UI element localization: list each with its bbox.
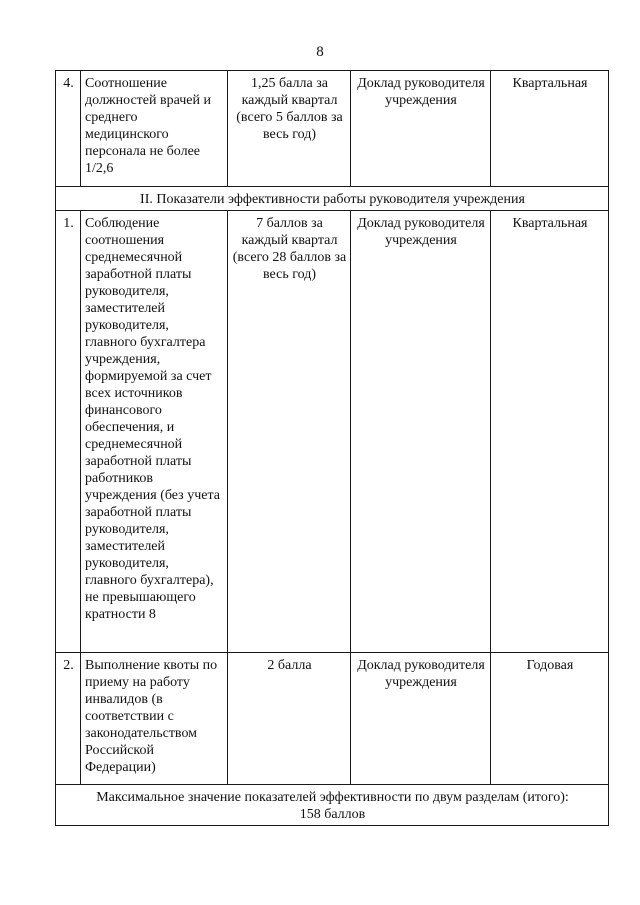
indicator-score: 7 баллов за каждый квартал (всего 28 баллов за весь год) xyxy=(228,211,351,653)
indicator-name: Соблюдение соотношения среднемесячной заработной платы руководителя, заместителей руководителя, главного бухгалтера учреждения, формируемой за счет всех источников финансового обеспечения, и среднемесячной заработной платы работников учреждения (без учета заработной платы руководителя, заместителей руководителя, главного бухгалтера), не превышающего кратности 8 xyxy=(81,211,228,653)
total-cell xyxy=(56,785,609,826)
indicator-name: Выполнение квоты по приему на работу инвалидов (в соответствии с законодательством Российской Федерации) xyxy=(81,653,228,785)
row-number: 1. xyxy=(56,211,81,653)
table-row xyxy=(56,71,609,187)
section-header-row xyxy=(56,187,609,211)
section-title: II. Показатели эффективности работы руководителя учреждения xyxy=(56,187,609,211)
indicator-source: Доклад руководителя учреждения xyxy=(351,71,491,187)
indicator-name: Соотношение должностей врачей и среднего медицинского персонала не более 1/2,6 xyxy=(81,71,228,187)
total-value: 158 баллов xyxy=(299,807,366,822)
total-label: Максимальное значение показателей эффективности по двум разделам (итого): xyxy=(96,790,569,805)
indicator-source: Доклад руководителя учреждения xyxy=(351,653,491,785)
indicators-table xyxy=(55,70,609,826)
indicator-period: Квартальная xyxy=(491,71,609,187)
total-row xyxy=(56,785,609,826)
indicator-period: Годовая xyxy=(491,653,609,785)
indicator-score: 2 балла xyxy=(228,653,351,785)
indicator-score: 1,25 балла за каждый квартал (всего 5 баллов за весь год) xyxy=(228,71,351,187)
table-row xyxy=(56,211,609,653)
indicator-period: Квартальная xyxy=(491,211,609,653)
row-number: 4. xyxy=(56,71,81,187)
table-row xyxy=(56,653,609,785)
row-number: 2. xyxy=(56,653,81,785)
page-number: 8 xyxy=(316,44,324,60)
indicator-source: Доклад руководителя учреждения xyxy=(351,211,491,653)
